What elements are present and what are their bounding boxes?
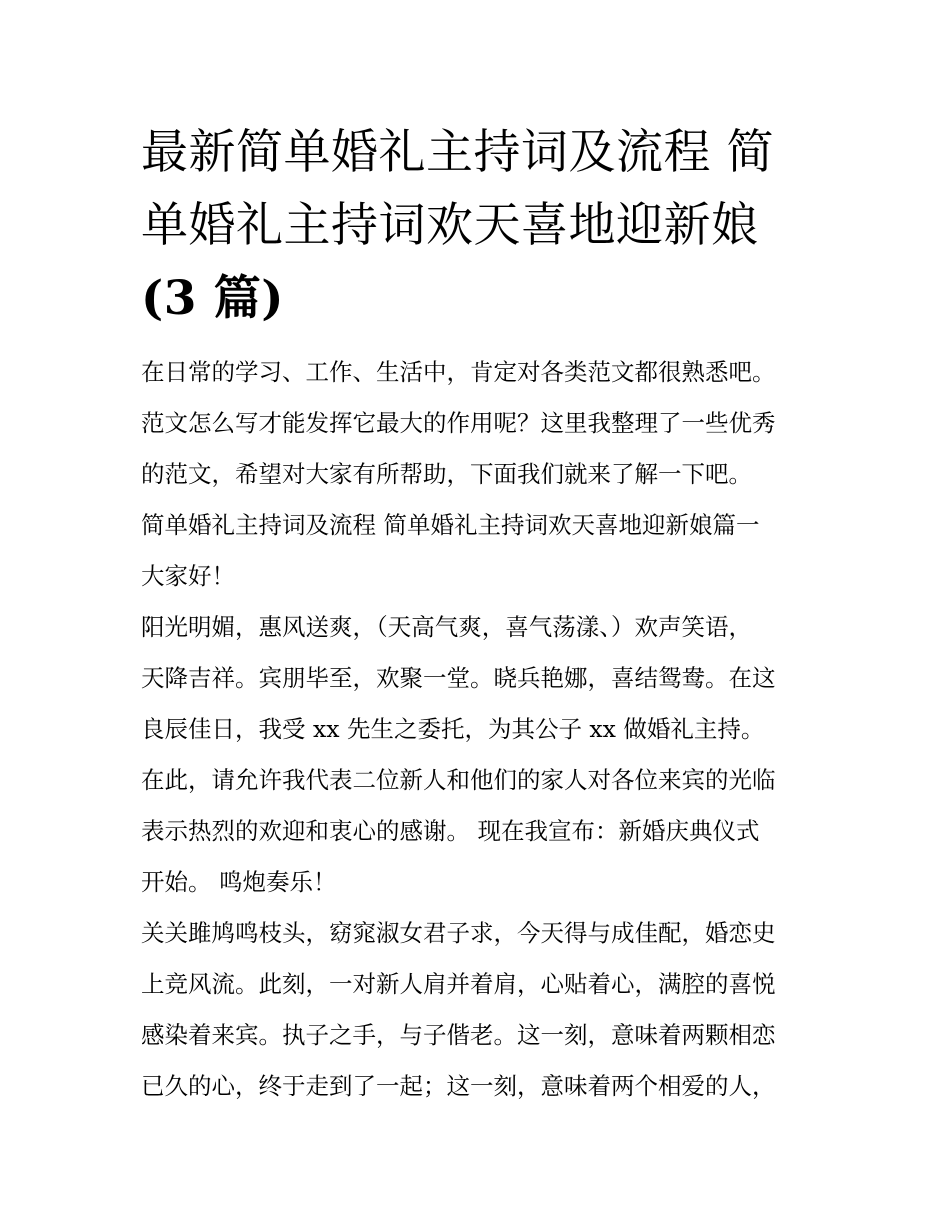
text-line: 已久的心，终于走到了一起；这一刻，意味着两个相爱的人， <box>141 1072 776 1100</box>
document-content <box>141 116 821 1112</box>
title-line: (3 篇) <box>141 271 285 326</box>
text-line: 关关雎鸠鸣枝头，窈窕淑女君子求，今天得与成佳配，婚恋史 <box>141 919 776 947</box>
text-line: 在日常的学习、工作、生活中，肯定对各类范文都很熟悉吧。 <box>141 358 776 386</box>
title-line: 最新简单婚礼主持词及流程 简 <box>141 125 774 180</box>
text-line: 天降吉祥。宾朋毕至，欢聚一堂。晓兵艳娜，喜结鸳鸯。在这 <box>141 664 776 692</box>
body-paragraph <box>141 908 821 1112</box>
body-paragraph <box>141 755 821 908</box>
document-title <box>141 116 821 335</box>
greeting-paragraph <box>141 551 821 602</box>
document-body <box>141 347 821 1112</box>
text-line: 良辰佳日，我受 xx 先生之委托，为其公子 xx 做婚礼主持。 <box>141 715 765 743</box>
section-heading <box>141 500 821 551</box>
text-line: 的范文，希望对大家有所帮助，下面我们就来了解一下吧。 <box>141 460 752 488</box>
text-line: 上竞风流。此刻，一对新人肩并着肩，心贴着心，满腔的喜悦 <box>141 970 776 998</box>
text-line: 阳光明媚，惠风送爽，（天高气爽，喜气荡漾、）欢声笑语， <box>141 613 752 641</box>
intro-paragraph <box>141 347 821 500</box>
text-line: 简单婚礼主持词及流程 简单婚礼主持词欢天喜地迎新娘篇一 <box>141 511 760 539</box>
title-line: 单婚礼主持词欢天喜地迎新娘 <box>141 198 759 253</box>
text-line: 大家好！ <box>141 562 235 590</box>
body-paragraph <box>141 602 821 755</box>
text-line: 开始。 鸣炮奏乐！ <box>141 868 337 896</box>
text-line: 感染着来宾。执子之手，与子偕老。这一刻，意味着两颗相恋 <box>141 1021 776 1049</box>
text-line: 范文怎么写才能发挥它最大的作用呢？这里我整理了一些优秀 <box>141 409 776 437</box>
text-line: 在此，请允许我代表二位新人和他们的家人对各位来宾的光临 <box>141 766 776 794</box>
text-line: 表示热烈的欢迎和衷心的感谢。 现在我宣布：新婚庆典仪式 <box>141 817 760 845</box>
